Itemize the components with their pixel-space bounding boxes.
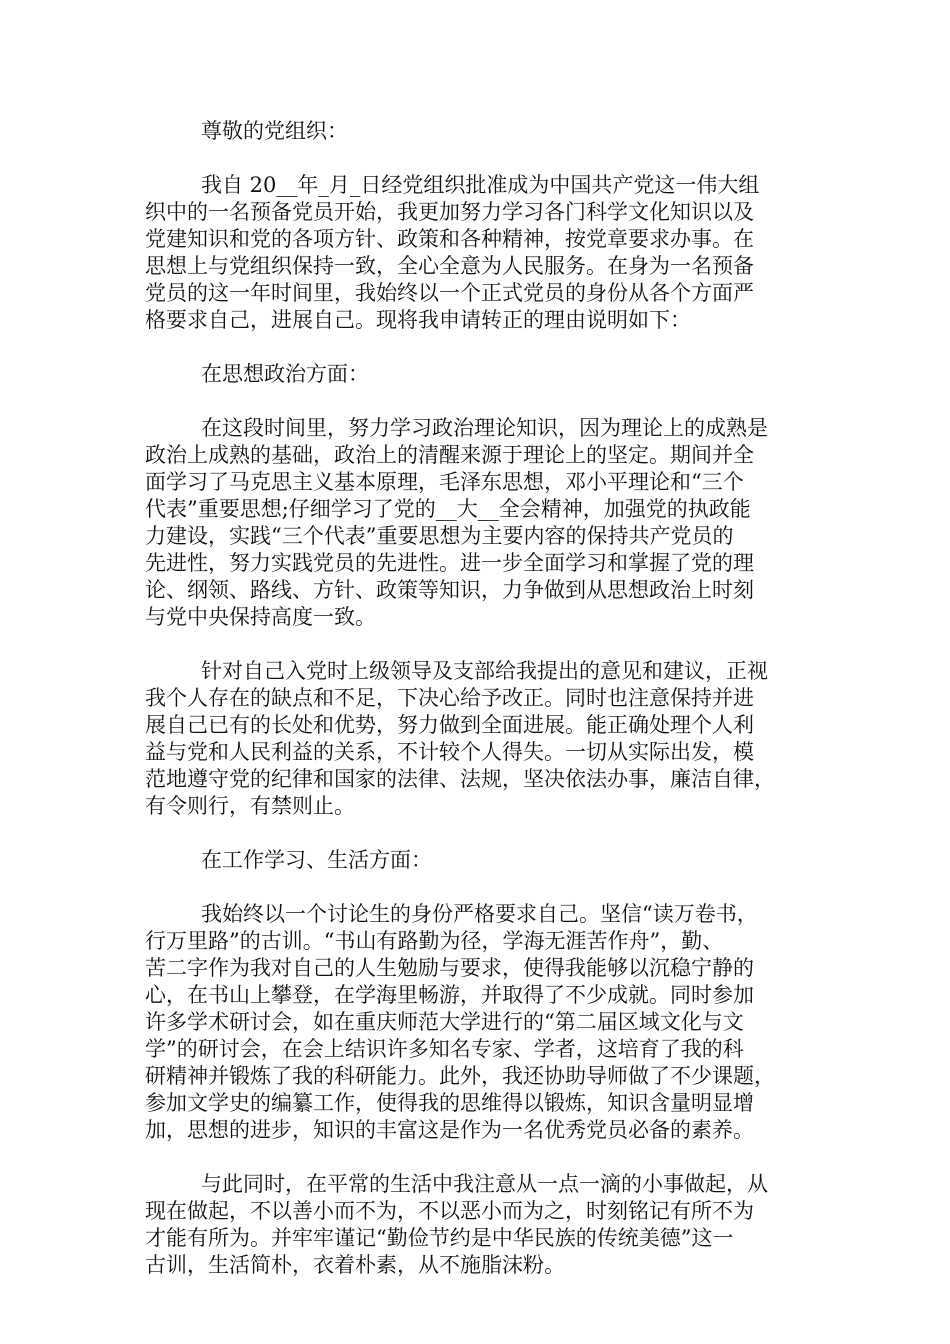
section-heading-work-study: 在工作学习、生活方面：	[201, 848, 432, 872]
text-line: 在这段时间里，努力学习政治理论知识，因为理论上的成熟是	[201, 416, 768, 440]
text-line: 力建设，实践“三个代表”重要思想为主要内容的保持共产党员的	[145, 524, 734, 548]
section-heading-ideology: 在思想政治方面：	[201, 362, 369, 386]
text-line: 才能有所为。并牢牢谨记“勤俭节约是中华民族的传统美德”这一	[145, 1226, 734, 1250]
text-line: 我始终以一个讨论生的身份严格要求自己。坚信“读万卷书，	[201, 902, 758, 926]
text-line: 代表”重要思想;仔细学习了党的__大__全会精神，加强党的执政能	[145, 497, 751, 521]
text-line: 益与党和人民利益的关系，不计较个人得失。一切从实际出发，模	[145, 740, 754, 764]
paragraph-academic	[145, 901, 827, 1144]
text-line: 心，在书山上攀登，在学海里畅游，并取得了不少成就。同时参加	[145, 983, 754, 1007]
text-line: 格要求自己，进展自己。现将我申请转正的理由说明如下：	[145, 308, 691, 332]
text-line: 面学习了马克思主义基本原理，毛泽东思想，邓小平理论和“三个	[145, 470, 744, 494]
text-line: 思想上与党组织保持一致，全心全意为人民服务。在身为一名预备	[145, 254, 754, 278]
text-line: 论、纲领、路线、方针、政策等知识，力争做到从思想政治上时刻	[145, 578, 754, 602]
text-line: 范地遵守党的纪律和国家的法律、法规，坚决依法办事，廉洁自律，	[145, 767, 775, 791]
text-line: 许多学术研讨会，如在重庆师范大学进行的“第二届区域文化与文	[145, 1010, 744, 1034]
paragraph-probation-intro	[145, 172, 827, 334]
text-line: 展自己已有的长处和优势，努力做到全面进展。能正确处理个人利	[145, 713, 754, 737]
text-line: 党建知识和党的各项方针、政策和各种精神，按党章要求办事。在	[145, 227, 754, 251]
text-line: 织中的一名预备党员开始，我更加努力学习各门科学文化知识以及	[145, 200, 754, 224]
paragraph-daily-life	[145, 1171, 827, 1279]
text-line: 我个人存在的缺点和不足，下决心给予改正。同时也注意保持并进	[145, 686, 754, 710]
text-line: 研精神并锻炼了我的科研能力。此外，我还协助导师做了不少课题，	[145, 1064, 775, 1088]
text-line: 党员的这一年时间里，我始终以一个正式党员的身份从各个方面严	[145, 281, 754, 305]
text-line: 我自 20__年_月_日经党组织批准成为中国共产党这一伟大组	[201, 173, 760, 197]
text-line: 现在做起，不以善小而不为，不以恶小而为之，时刻铭记有所不为	[145, 1199, 754, 1223]
document-page	[145, 118, 827, 1306]
paragraph-self-improvement	[145, 658, 827, 820]
text-line: 行万里路”的古训。“书山有路勤为径，学海无涯苦作舟”，勤、	[145, 929, 724, 953]
text-line: 针对自己入党时上级领导及支部给我提出的意见和建议，正视	[201, 659, 768, 683]
paragraph-theory-study	[145, 415, 827, 631]
text-line: 加，思想的进步，知识的丰富这是作为一名优秀党员必备的素养。	[145, 1118, 754, 1142]
text-line: 有令则行，有禁则止。	[145, 794, 355, 818]
text-line: 政治上成熟的基础，政治上的清醒来源于理论上的坚定。期间并全	[145, 443, 754, 467]
text-line: 参加文学史的编纂工作，使得我的思维得以锻炼，知识含量明显增	[145, 1091, 754, 1115]
salutation: 尊敬的党组织：	[201, 119, 348, 143]
text-line: 与党中央保持高度一致。	[145, 605, 376, 629]
text-line: 先进性，努力实践党员的先进性。进一步全面学习和掌握了党的理	[145, 551, 754, 575]
text-line: 苦二字作为我对自己的人生勉励与要求，使得我能够以沉稳宁静的	[145, 956, 754, 980]
text-line: 古训，生活简朴，衣着朴素，从不施脂沫粉。	[145, 1253, 565, 1277]
text-line: 学”的研讨会，在会上结识许多知名专家、学者，这培育了我的科	[145, 1037, 744, 1061]
text-line: 与此同时，在平常的生活中我注意从一点一滴的小事做起，从	[201, 1172, 768, 1196]
